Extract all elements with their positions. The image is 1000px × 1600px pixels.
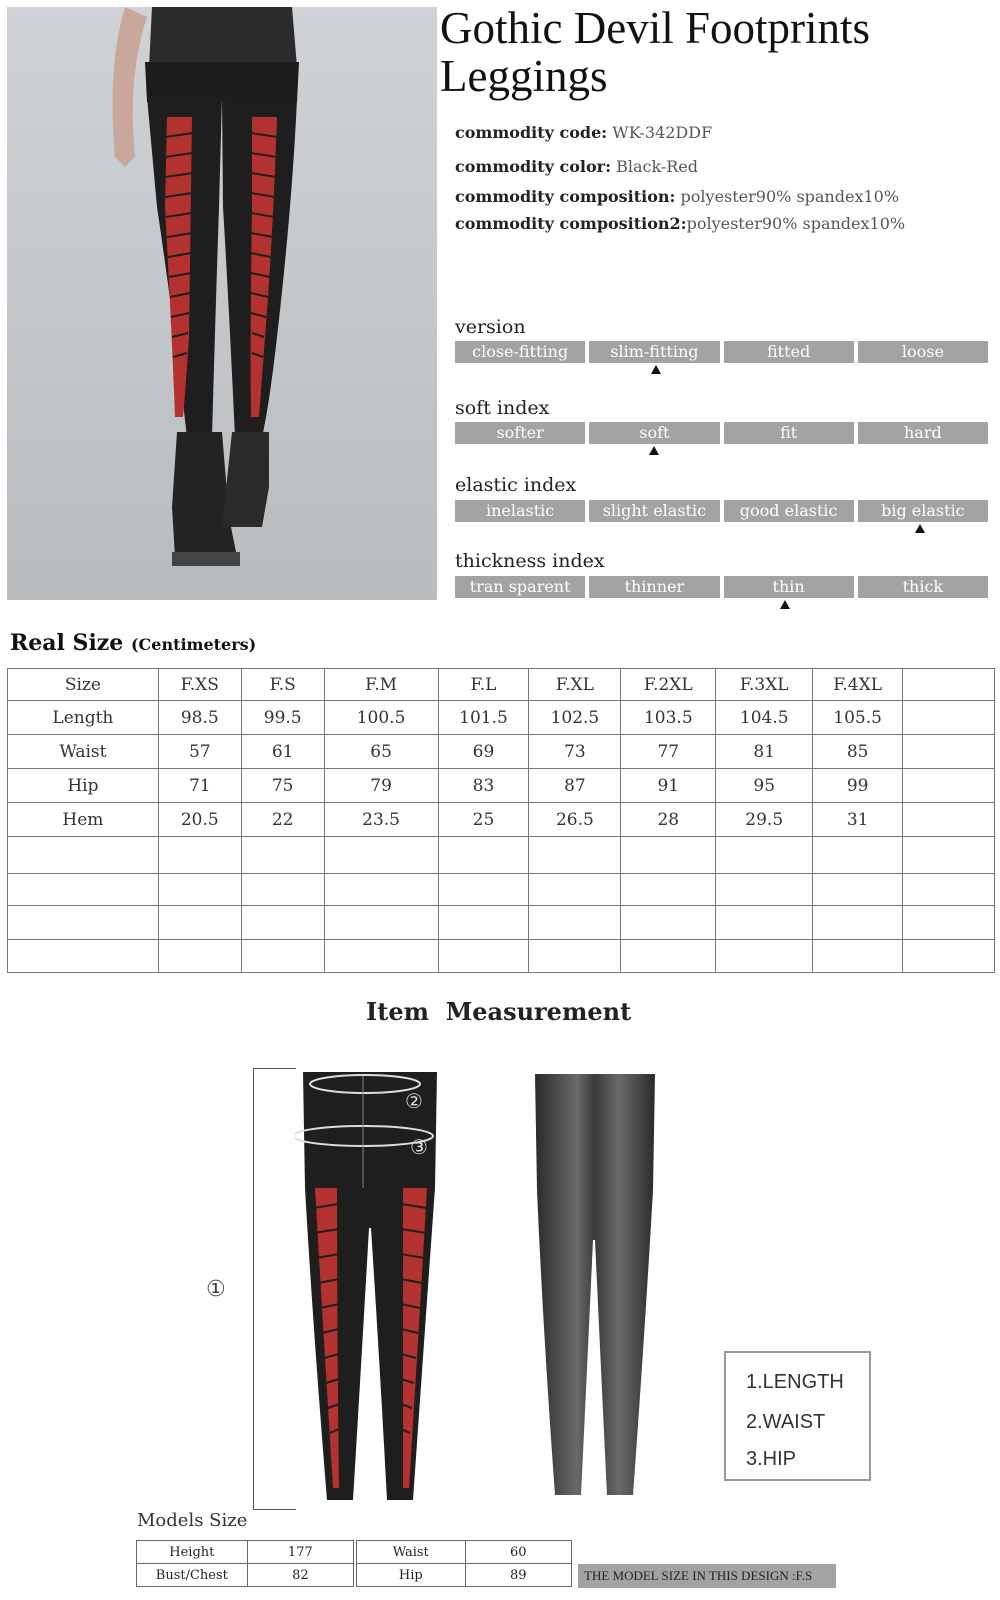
table-cell: 75 xyxy=(241,769,324,803)
table-cell xyxy=(8,837,159,874)
table-cell xyxy=(903,701,995,735)
thickness-index-selected-marker xyxy=(780,600,790,609)
table-cell: 89 xyxy=(465,1564,571,1587)
table-cell: 91 xyxy=(621,769,716,803)
thickness-index-title: thickness index xyxy=(455,550,605,572)
table-cell xyxy=(621,837,716,874)
table-cell xyxy=(813,940,903,973)
table-cell: 82 xyxy=(247,1564,353,1587)
table-cell xyxy=(158,940,241,973)
table-cell xyxy=(241,906,324,940)
table-cell: Waist xyxy=(357,1541,466,1564)
waist-marker: ② xyxy=(405,1089,423,1113)
table-cell: 60 xyxy=(465,1541,571,1564)
table-row xyxy=(8,874,995,906)
table-cell xyxy=(903,769,995,803)
table-header-row xyxy=(8,669,995,701)
table-cell: 100.5 xyxy=(324,701,438,735)
soft-index-option: hard xyxy=(858,422,988,444)
thickness-index-option: tran sparent xyxy=(455,576,585,598)
spec-code: commodity code: WK-342DDF xyxy=(455,123,713,142)
table-cell: 105.5 xyxy=(813,701,903,735)
table-cell: 57 xyxy=(158,735,241,769)
table-cell xyxy=(158,906,241,940)
table-cell xyxy=(813,906,903,940)
item-measurement-title: Item Measurement xyxy=(366,997,632,1026)
legend-waist: 2.WAIST xyxy=(746,1411,826,1433)
table-row xyxy=(8,735,995,769)
model-size-note: THE MODEL SIZE IN THIS DESIGN :F.S xyxy=(578,1564,836,1588)
thickness-index-option: thinner xyxy=(589,576,719,598)
table-cell xyxy=(529,837,621,874)
soft-index-scale xyxy=(455,422,988,444)
soft-index-option: fit xyxy=(724,422,854,444)
models-size-title: Models Size xyxy=(137,1510,248,1531)
soft-index-option: soft xyxy=(589,422,719,444)
table-row xyxy=(8,906,995,940)
table-cell xyxy=(621,940,716,973)
elastic-index-title: elastic index xyxy=(455,474,577,496)
measurement-legend xyxy=(724,1351,871,1481)
table-cell xyxy=(8,940,159,973)
table-cell xyxy=(529,906,621,940)
table-cell: 25 xyxy=(438,803,529,837)
models-table-left xyxy=(136,1540,354,1587)
table-cell xyxy=(903,735,995,769)
real-size-title: Real Size (Centimeters) xyxy=(10,630,257,656)
thickness-index-scale xyxy=(455,576,988,598)
table-header-cell: F.L xyxy=(438,669,529,701)
elastic-index-option: big elastic xyxy=(858,500,988,522)
table-cell: 28 xyxy=(621,803,716,837)
table-cell xyxy=(324,906,438,940)
table-header-cell: Size xyxy=(8,669,159,701)
version-selected-marker xyxy=(651,365,661,374)
table-cell xyxy=(158,874,241,906)
table-cell: Length xyxy=(8,701,159,735)
spec-color: commodity color: Black-Red xyxy=(455,157,699,176)
soft-index-selected-marker xyxy=(649,446,659,455)
table-header-cell: F.XS xyxy=(158,669,241,701)
table-cell xyxy=(438,940,529,973)
elastic-index-selected-marker xyxy=(915,524,925,533)
table-cell: 22 xyxy=(241,803,324,837)
version-option: slim-fitting xyxy=(589,341,719,363)
table-row xyxy=(137,1564,354,1587)
table-cell: 83 xyxy=(438,769,529,803)
table-row xyxy=(357,1541,572,1564)
soft-index-option: softer xyxy=(455,422,585,444)
table-header-cell: F.XL xyxy=(529,669,621,701)
table-cell: Bust/Chest xyxy=(137,1564,248,1587)
elastic-index-option: inelastic xyxy=(455,500,585,522)
table-cell xyxy=(241,874,324,906)
legend-length: 1.LENGTH xyxy=(746,1371,844,1393)
table-row xyxy=(8,803,995,837)
thickness-index-option: thick xyxy=(858,576,988,598)
table-cell xyxy=(438,837,529,874)
table-cell: 101.5 xyxy=(438,701,529,735)
elastic-index-option: slight elastic xyxy=(589,500,719,522)
table-row xyxy=(8,769,995,803)
table-header-cell: F.M xyxy=(324,669,438,701)
elastic-index-option: good elastic xyxy=(724,500,854,522)
table-cell xyxy=(903,874,995,906)
table-row xyxy=(137,1541,354,1564)
table-cell xyxy=(903,803,995,837)
table-header-cell: F.S xyxy=(241,669,324,701)
spec-composition: commodity composition: polyester90% spandex10% xyxy=(455,187,900,206)
table-cell: 71 xyxy=(158,769,241,803)
table-cell xyxy=(716,837,813,874)
table-cell: 98.5 xyxy=(158,701,241,735)
elastic-index-scale xyxy=(455,500,988,522)
table-cell: 65 xyxy=(324,735,438,769)
table-cell: Height xyxy=(137,1541,248,1564)
table-header-cell xyxy=(903,669,995,701)
table-cell xyxy=(621,874,716,906)
table-cell: 87 xyxy=(529,769,621,803)
soft-index-title: soft index xyxy=(455,397,550,419)
table-row xyxy=(8,837,995,874)
table-cell: 73 xyxy=(529,735,621,769)
legend-hip: 3.HIP xyxy=(746,1448,797,1470)
table-cell xyxy=(158,837,241,874)
table-cell xyxy=(241,837,324,874)
table-cell: Hem xyxy=(8,803,159,837)
table-cell: 104.5 xyxy=(716,701,813,735)
table-cell xyxy=(529,874,621,906)
table-cell: 69 xyxy=(438,735,529,769)
table-cell xyxy=(529,940,621,973)
table-cell: 95 xyxy=(716,769,813,803)
product-title: Gothic Devil Footprints Leggings xyxy=(440,3,870,101)
table-cell: 85 xyxy=(813,735,903,769)
table-cell: 177 xyxy=(247,1541,353,1564)
table-cell xyxy=(813,874,903,906)
table-cell: Hip xyxy=(357,1564,466,1587)
table-cell: 23.5 xyxy=(324,803,438,837)
table-cell: 61 xyxy=(241,735,324,769)
table-cell xyxy=(8,874,159,906)
table-header-cell: F.3XL xyxy=(716,669,813,701)
version-title: version xyxy=(455,316,526,338)
version-option: fitted xyxy=(724,341,854,363)
table-cell xyxy=(324,940,438,973)
table-cell: 31 xyxy=(813,803,903,837)
table-cell xyxy=(438,874,529,906)
version-option: loose xyxy=(858,341,988,363)
table-cell xyxy=(903,837,995,874)
table-cell: 26.5 xyxy=(529,803,621,837)
table-cell: 102.5 xyxy=(529,701,621,735)
length-marker: ① xyxy=(206,1277,226,1302)
table-cell xyxy=(716,874,813,906)
version-option: close-fitting xyxy=(455,341,585,363)
table-row xyxy=(357,1564,572,1587)
table-cell xyxy=(621,906,716,940)
table-cell: 81 xyxy=(716,735,813,769)
model-photo xyxy=(7,7,437,600)
table-header-cell: F.4XL xyxy=(813,669,903,701)
table-cell xyxy=(8,906,159,940)
table-cell xyxy=(716,906,813,940)
table-cell xyxy=(903,906,995,940)
table-cell xyxy=(813,837,903,874)
table-cell: 29.5 xyxy=(716,803,813,837)
hip-marker: ③ xyxy=(410,1135,428,1159)
version-scale xyxy=(455,341,988,363)
table-cell xyxy=(241,940,324,973)
table-row xyxy=(8,940,995,973)
table-cell: 99.5 xyxy=(241,701,324,735)
table-cell: 79 xyxy=(324,769,438,803)
leggings-front-figure xyxy=(295,1068,445,1508)
models-table-right xyxy=(356,1540,572,1587)
leggings-back-figure xyxy=(525,1070,665,1510)
table-cell xyxy=(438,906,529,940)
table-cell: 99 xyxy=(813,769,903,803)
table-cell xyxy=(324,874,438,906)
table-cell: Waist xyxy=(8,735,159,769)
length-bracket xyxy=(253,1068,296,1510)
thickness-index-option: thin xyxy=(724,576,854,598)
table-header-cell: F.2XL xyxy=(621,669,716,701)
table-cell: 20.5 xyxy=(158,803,241,837)
table-cell xyxy=(324,837,438,874)
table-cell: 103.5 xyxy=(621,701,716,735)
size-table xyxy=(7,668,995,973)
table-cell xyxy=(903,940,995,973)
table-cell: Hip xyxy=(8,769,159,803)
table-cell: 77 xyxy=(621,735,716,769)
table-row xyxy=(8,701,995,735)
table-cell xyxy=(716,940,813,973)
spec-composition2: commodity composition2:polyester90% spandex10% xyxy=(455,214,906,233)
